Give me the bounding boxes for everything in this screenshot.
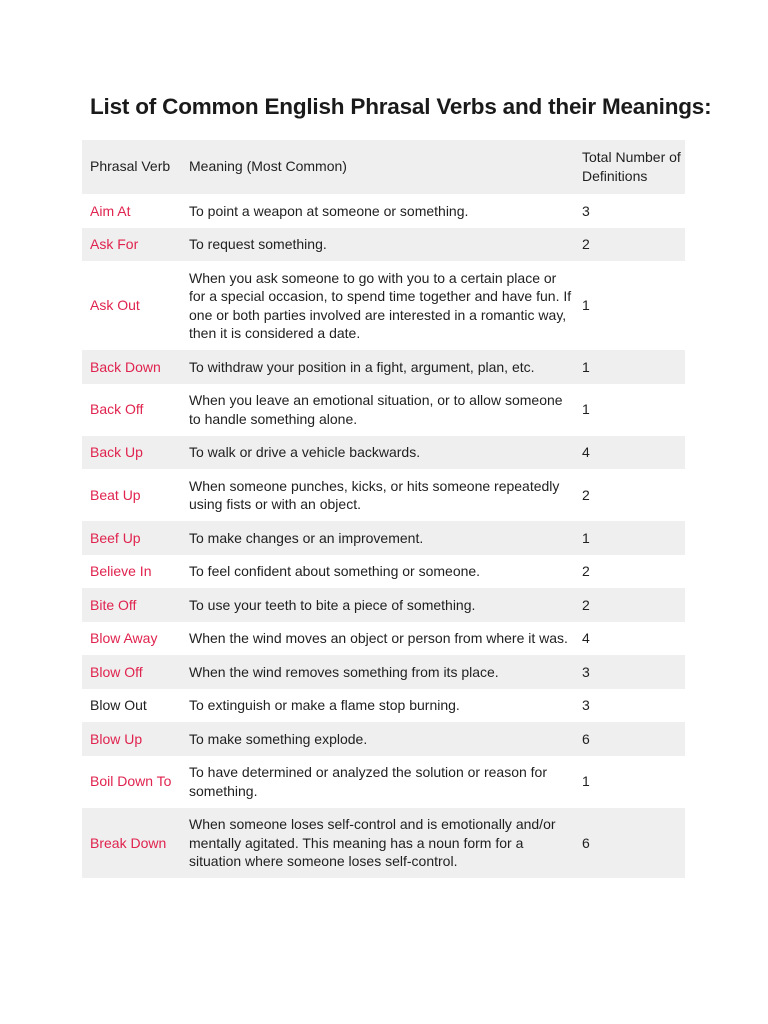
definition-count: 2 xyxy=(574,469,685,521)
phrasal-verb-link[interactable]: Aim At xyxy=(82,194,181,228)
phrasal-verb-link[interactable]: Blow Away xyxy=(82,622,181,656)
phrasal-verb-link[interactable]: Ask Out xyxy=(82,261,181,350)
table-header xyxy=(82,140,685,194)
table-row xyxy=(82,261,685,350)
phrasal-verb-link[interactable]: Beat Up xyxy=(82,469,181,521)
meaning-cell: To withdraw your position in a fight, argument, plan, etc. xyxy=(181,350,574,384)
definition-count: 2 xyxy=(574,228,685,262)
table-row xyxy=(82,588,685,622)
phrasal-verb-link[interactable]: Blow Up xyxy=(82,722,181,756)
table-row xyxy=(82,228,685,262)
page-title: List of Common English Phrasal Verbs and their Meanings: xyxy=(90,94,712,119)
table-row xyxy=(82,655,685,689)
phrasal-verb-link[interactable]: Break Down xyxy=(82,808,181,879)
definition-count: 1 xyxy=(574,521,685,555)
phrasal-verb-link[interactable]: Believe In xyxy=(82,555,181,589)
table-row xyxy=(82,384,685,436)
header-row xyxy=(82,140,685,194)
phrasal-verb-link[interactable]: Back Off xyxy=(82,384,181,436)
table-row xyxy=(82,622,685,656)
definition-count: 1 xyxy=(574,756,685,808)
table-row xyxy=(82,350,685,384)
phrasal-verb: Blow Out xyxy=(82,689,181,723)
phrasal-verb-link[interactable]: Back Down xyxy=(82,350,181,384)
definition-count: 3 xyxy=(574,689,685,723)
phrasal-verb-link[interactable]: Beef Up xyxy=(82,521,181,555)
definition-count: 4 xyxy=(574,622,685,656)
definition-count: 2 xyxy=(574,555,685,589)
meaning-cell: To point a weapon at someone or something. xyxy=(181,194,574,228)
meaning-cell: To walk or drive a vehicle backwards. xyxy=(181,436,574,470)
header-verb: Phrasal Verb xyxy=(82,140,181,194)
table-row xyxy=(82,756,685,808)
meaning-cell: To use your teeth to bite a piece of something. xyxy=(181,588,574,622)
phrasal-verb-link[interactable]: Back Up xyxy=(82,436,181,470)
meaning-cell: To extinguish or make a flame stop burning. xyxy=(181,689,574,723)
definition-count: 3 xyxy=(574,194,685,228)
table-row xyxy=(82,469,685,521)
table-row xyxy=(82,436,685,470)
definition-count: 1 xyxy=(574,384,685,436)
meaning-cell: When you ask someone to go with you to a certain place or for a special occasion, to spend time together and have fun. If one or both parties involved are interested in a romantic way, then it is considered a date. xyxy=(181,261,574,350)
table-row xyxy=(82,689,685,723)
phrasal-verb-link[interactable]: Ask For xyxy=(82,228,181,262)
meaning-cell: To have determined or analyzed the solution or reason for something. xyxy=(181,756,574,808)
meaning-cell: When someone punches, kicks, or hits someone repeatedly using fists or with an object. xyxy=(181,469,574,521)
table-row xyxy=(82,722,685,756)
table-row xyxy=(82,521,685,555)
header-count: Total Number of Definitions xyxy=(574,140,685,194)
phrasal-verb-link[interactable]: Boil Down To xyxy=(82,756,181,808)
table-row xyxy=(82,808,685,879)
table-row xyxy=(82,555,685,589)
header-meaning: Meaning (Most Common) xyxy=(181,140,574,194)
phrasal-verbs-table xyxy=(82,140,685,878)
meaning-cell: To request something. xyxy=(181,228,574,262)
definition-count: 2 xyxy=(574,588,685,622)
definition-count: 1 xyxy=(574,350,685,384)
meaning-cell: When someone loses self-control and is emotionally and/or mentally agitated. This meaning has a noun form for a situation where someone loses self-control. xyxy=(181,808,574,879)
definition-count: 6 xyxy=(574,722,685,756)
table-row xyxy=(82,194,685,228)
meaning-cell: When the wind moves an object or person from where it was. xyxy=(181,622,574,656)
table-body xyxy=(82,194,685,878)
meaning-cell: When the wind removes something from its place. xyxy=(181,655,574,689)
meaning-cell: When you leave an emotional situation, or to allow someone to handle something alone. xyxy=(181,384,574,436)
definition-count: 3 xyxy=(574,655,685,689)
phrasal-verb-link[interactable]: Blow Off xyxy=(82,655,181,689)
meaning-cell: To feel confident about something or someone. xyxy=(181,555,574,589)
phrasal-verb-link[interactable]: Bite Off xyxy=(82,588,181,622)
definition-count: 4 xyxy=(574,436,685,470)
definition-count: 6 xyxy=(574,808,685,879)
definition-count: 1 xyxy=(574,261,685,350)
meaning-cell: To make changes or an improvement. xyxy=(181,521,574,555)
meaning-cell: To make something explode. xyxy=(181,722,574,756)
